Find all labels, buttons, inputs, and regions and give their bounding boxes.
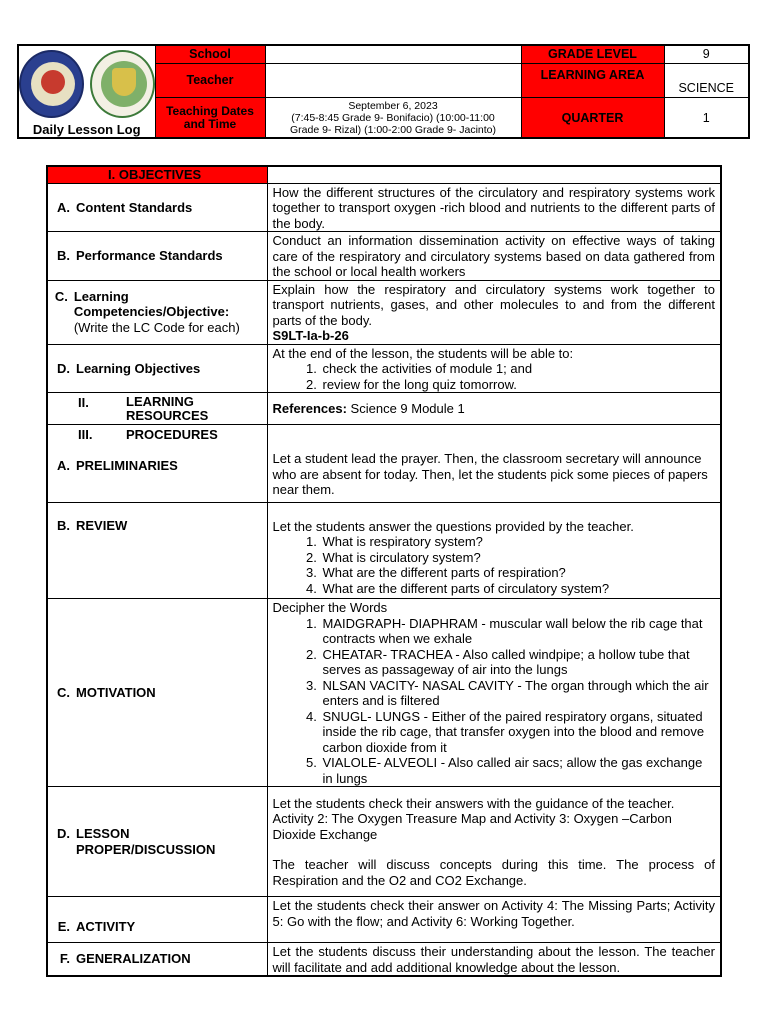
learning-area-value: SCIENCE: [664, 63, 749, 97]
deped-seal-icon: [19, 50, 84, 118]
document-title: Daily Lesson Log: [32, 122, 141, 137]
table-row: [47, 897, 721, 943]
list-item: 3. NLSAN VACITY- NASAL CAVITY - The organ through which the air enters and is filtered: [321, 678, 716, 709]
table-row: [47, 166, 721, 183]
preliminaries-text: Let a student lead the prayer. Then, the classroom secretary will announce who are absent for today. Then, let the students pick some pieces of papers near them.: [267, 425, 721, 503]
motivation-label: C. MOTIVATION: [47, 599, 267, 787]
list-item: 2. What is circulatory system?: [321, 550, 716, 566]
logo-cell: [18, 45, 155, 138]
objectives-header: I. OBJECTIVES: [47, 166, 267, 183]
lc-code: S9LT-Ia-b-26: [272, 328, 349, 343]
table-row: [47, 787, 721, 897]
generalization-label: F. GENERALIZATION: [47, 943, 267, 977]
learning-objectives-text: At the end of the lesson, the students will be able to: 1. check the activities of module 1; and 2. review for the long quiz tomorrow.: [267, 344, 721, 393]
competencies-label: C. Learning Competencies/Objective: (Write the LC Code for each): [47, 280, 267, 344]
list-item: 4. SNUGL- LUNGS - Either of the paired respiratory organs, situated inside the rib cage, that transfer oxygen into the blood and remove carbon dioxide from it: [321, 709, 716, 756]
generalization-text: Let the students discuss their understanding about the lesson. The teacher will facilitate and add additional knowledge about the lesson.: [267, 943, 721, 977]
performance-standards-label: B. Performance Standards: [47, 232, 267, 281]
learning-objectives-label: D. Learning Objectives: [47, 344, 267, 393]
teaching-dates-label: Teaching Dates and Time: [155, 98, 265, 138]
list-item: 5. VIALOLE- ALVEOLI - Also called air sacs; allow the gas exchange in lungs: [321, 755, 716, 786]
grade-level-value: 9: [664, 45, 749, 63]
list-item: 4. What are the different parts of circulatory system?: [321, 581, 716, 597]
performance-standards-text: Conduct an information dissemination activity on effective ways of taking care of the respiratory and circulatory systems based on data gathered from the school or local health workers: [267, 232, 721, 281]
quarter-value: 1: [664, 98, 749, 138]
dates-line: September 6, 2023: [348, 99, 438, 112]
quarter-label: QUARTER: [521, 98, 664, 138]
review-label: B. REVIEW: [47, 503, 267, 599]
list-item: 2. CHEATAR- TRACHEA - Also called windpipe; a hollow tube that serves as passageway of air into the lungs: [321, 647, 716, 678]
activity-label: E. ACTIVITY: [47, 897, 267, 943]
list-item: 1. check the activities of module 1; and: [321, 361, 716, 377]
resources-label: II. LEARNING RESOURCES: [47, 393, 267, 425]
table-row: [47, 344, 721, 393]
discussion-text: Let the students check their answers with the guidance of the teacher. Activity 2: The Oxygen Treasure Map and Activity 3: Oxygen –Carbon Dioxide Exchange The teacher will discuss concepts during this time. The process of Respiration and the O2 and CO2 Exchange.: [267, 787, 721, 897]
list-item: 1. What is respiratory system?: [321, 534, 716, 550]
teacher-label: Teacher: [155, 63, 265, 97]
content-standards-label: A. Content Standards: [47, 183, 267, 232]
resources-text: References: Science 9 Module 1: [267, 393, 721, 425]
lesson-table: [46, 165, 722, 977]
grade-level-label: GRADE LEVEL: [521, 45, 664, 63]
procedures-label: III. PROCEDURES A. PRELIMINARIES: [47, 425, 267, 503]
discussion-label: D. LESSON PROPER/DISCUSSION: [47, 787, 267, 897]
teaching-dates-value: [265, 98, 521, 138]
dates-line: (7:45-8:45 Grade 9- Bonifacio) (10:00-11:00: [291, 111, 495, 124]
table-row: [47, 232, 721, 281]
table-row: [47, 183, 721, 232]
list-item: 3. What are the different parts of respiration?: [321, 565, 716, 581]
review-text: Let the students answer the questions provided by the teacher. 1. What is respiratory system? 2. What is circulatory system? 3. What are the different parts of respiration? 4. What are the different parts of circulatory system?: [267, 503, 721, 599]
motivation-text: Decipher the Words 1. MAIDGRAPH- DIAPHRAM - muscular wall below the rib cage that contracts when we exhale 2. CHEATAR- TRACHEA - Also called windpipe; a hollow tube that serves as passageway of air into the lungs 3. NLSAN VACITY- NASAL CAVITY - The organ through which the air enters and is filtered 4. SNUGL- LUNGS - Either of the paired respiratory organs, situated inside the rib cage, that transfer oxygen into the blood and remove carbon dioxide from it 5. VIALOLE- ALVEOLI - Also called air sacs; allow the gas exchange in lungs: [267, 599, 721, 787]
list-item: 2. review for the long quiz tomorrow.: [321, 377, 716, 393]
school-value: [265, 45, 521, 63]
list-item: 1. MAIDGRAPH- DIAPHRAM - muscular wall below the rib cage that contracts when we exhale: [321, 616, 716, 647]
table-row: [47, 599, 721, 787]
table-row: [47, 393, 721, 425]
learning-area-label: LEARNING AREA: [521, 63, 664, 97]
header-table: [17, 44, 750, 139]
table-row: [47, 943, 721, 977]
table-row: [47, 280, 721, 344]
objectives-header-blank: [267, 166, 721, 183]
table-row: [47, 425, 721, 503]
activity-text: Let the students check their answer on Activity 4: The Missing Parts; Activity 5: Go with the flow; and Activity 6: Working Together.: [267, 897, 721, 943]
table-row: [47, 503, 721, 599]
school-seal-icon: [90, 50, 155, 118]
dates-line: Grade 9- Rizal) (1:00-2:00 Grade 9- Jacinto): [289, 123, 496, 136]
school-label: School: [155, 45, 265, 63]
teacher-value: [265, 63, 521, 97]
content-standards-text: How the different structures of the circulatory and respiratory systems work together to transport oxygen -rich blood and nutrients to the different parts of the body.: [267, 183, 721, 232]
competencies-text: Explain how the respiratory and circulatory systems work together to transport nutrients, gases, and other molecules to and from the different parts of the body. S9LT-Ia-b-26: [267, 280, 721, 344]
